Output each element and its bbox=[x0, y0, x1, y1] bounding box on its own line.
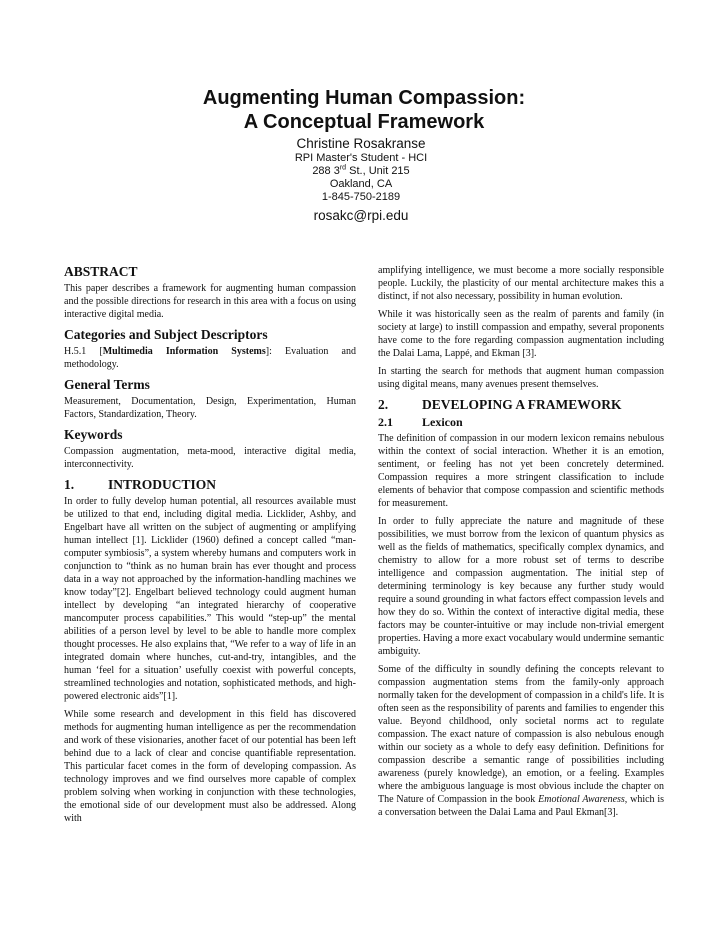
abstract-heading: ABSTRACT bbox=[64, 264, 138, 279]
author-block bbox=[246, 136, 476, 224]
author-address-street: 288 3rd St., Unit 215 bbox=[312, 164, 410, 177]
abstract-text: This paper describes a framework for augmenting human compassion and the possible directions for research in this area with a focus on using interactive digital media. bbox=[64, 283, 356, 320]
keywords-text: Compassion augmentation, meta-mood, interactive digital media, interconnectivity. bbox=[64, 446, 356, 470]
title-line-1: Augmenting Human Compassion: bbox=[202, 87, 526, 109]
author-phone: 1-845-750-2189 bbox=[321, 191, 401, 203]
categories-heading: Categories and Subject Descriptors bbox=[64, 327, 268, 342]
right-paragraph-3: In starting the search for methods that augment human compassion using digital means, many avenues present themselves. bbox=[378, 366, 664, 390]
lexicon-paragraph-1: The definition of compassion in our modern lexicon remains nebulous within the context of social interaction. Whether it is an emotion, sentiment, or feeling has not yet been concretely determined. Compassion requires a more stringent classification to include elements of behavior that compose compassion and scientific methods for measurement. bbox=[378, 433, 664, 509]
general-terms-heading: General Terms bbox=[64, 377, 150, 392]
right-paragraph-2: While it was historically seen as the realm of parents and family (in society at large) to instill compassion and empathy, several proponents have come to the fore regarding compassion augmentation including the Dalai Lama, Lappé, and Ekman [3]. bbox=[378, 309, 664, 359]
general-terms-text: Measurement, Documentation, Design, Experimentation, Human Factors, Standardization, Theory. bbox=[64, 396, 356, 420]
categories-text: H.5.1 [Multimedia Information Systems]: Evaluation and methodology. bbox=[64, 346, 356, 370]
subsection-2-1-heading: 2.1 Lexicon bbox=[378, 415, 463, 429]
introduction-paragraph-2: While some research and development in this field has discovered methods for augmenting human intelligence as per the recommendation and work of these visionaries, another facet of our potential has been left behind due to a lack of clear and concise quantifiable representation. This particular facet comes in the form of developing compassion. As technology improves and we find ourselves more capable of complex problem solving when working in conjunction with these technologies, the emotional side of our development must also be addressed. Along with bbox=[64, 709, 356, 824]
section-2-heading: 2. DEVELOPING A FRAMEWORK bbox=[378, 397, 622, 412]
lexicon-paragraph-2: In order to fully appreciate the nature and magnitude of these possibilities, we must borrow from the lexicon of quantum physics as well as the fields of mathematics, specifically complex dynamics, and chemistry to allow for a more robust set of terms to describe intelligence and compassion augmentation. The initial step of determining terminology is key because any further study would require a sound grounding in what factors effect compassion levels and how they do so. Within the context of interactive digital media, these factors may be counter-intuitive or may include non-trivial emergent properties. Having a more exact vocabulary would undermine semantic ambiguity. bbox=[378, 516, 664, 657]
keywords-heading: Keywords bbox=[64, 427, 123, 442]
introduction-heading: 1. INTRODUCTION bbox=[64, 477, 217, 492]
paper-title bbox=[0, 86, 728, 134]
right-column bbox=[378, 264, 664, 824]
introduction-paragraph-1: In order to fully develop human potential, all resources available must be utilized to that end, including digital media. Licklider, Ashby, and Engelbart have all written on the subject of augmenting or amplifying human intellect [1]. Licklider (1960) defined a concept called “man-computer symbiosis”, a system whereby humans and computers work in conjunction to “think as no human brain has ever thought and process data in a way not approached by the information-handling machines we know today”[2]. Engelbart believed technology could augment human intellect by developing “an integrated hierarchy of cooperative mancomputer process capabilities.” This would “step-up” the mental abilities of a person level by level to be able to handle more complex thought processes. He also explains that, “We refer to a way of life in an integrated domain where hunches, cut-and-try, intangibles, and the human ‘feel for a situation’ usefully coexist with powerful concepts, streamlined technologies and notation, sophisticated methods, and high-powered electronic aids”[1]. bbox=[64, 496, 356, 702]
right-paragraph-1: amplifying intelligence, we must become a more socially responsible people. Luckily, the plasticity of our mental architecture makes this a distinct, if not also necessary, possibility in human evolution. bbox=[378, 265, 664, 302]
title-line-2: A Conceptual Framework bbox=[243, 111, 485, 133]
left-column bbox=[64, 264, 356, 830]
author-address-city: Oakland, CA bbox=[329, 178, 393, 190]
author-name: Christine Rosakranse bbox=[296, 136, 426, 151]
author-email: rosakc@rpi.edu bbox=[313, 208, 409, 223]
author-affiliation: RPI Master's Student - HCI bbox=[294, 152, 428, 164]
lexicon-paragraph-3: Some of the difficulty in soundly defining the concepts relevant to compassion augmentation stems from the family-only approach normally taken for the development of compassion in a child's life. It is often seen as the responsibility of parents and families to engender this value. Beyond childhood, only societal norms act to regulate compassion. The exact nature of compassion is also nebulous enough within our society as a whole to defy easy definition. Definitions for compassion describe a semantic range of possibilities including awareness (purely knowledge), an emotion, or a feeling. Examples where the ambiguous language is most obvious include the chapter on The Nature of Compassion in the book Emotional Awareness, which is a conversation between the Dalai Lama and Paul Ekman[3]. bbox=[378, 664, 664, 818]
